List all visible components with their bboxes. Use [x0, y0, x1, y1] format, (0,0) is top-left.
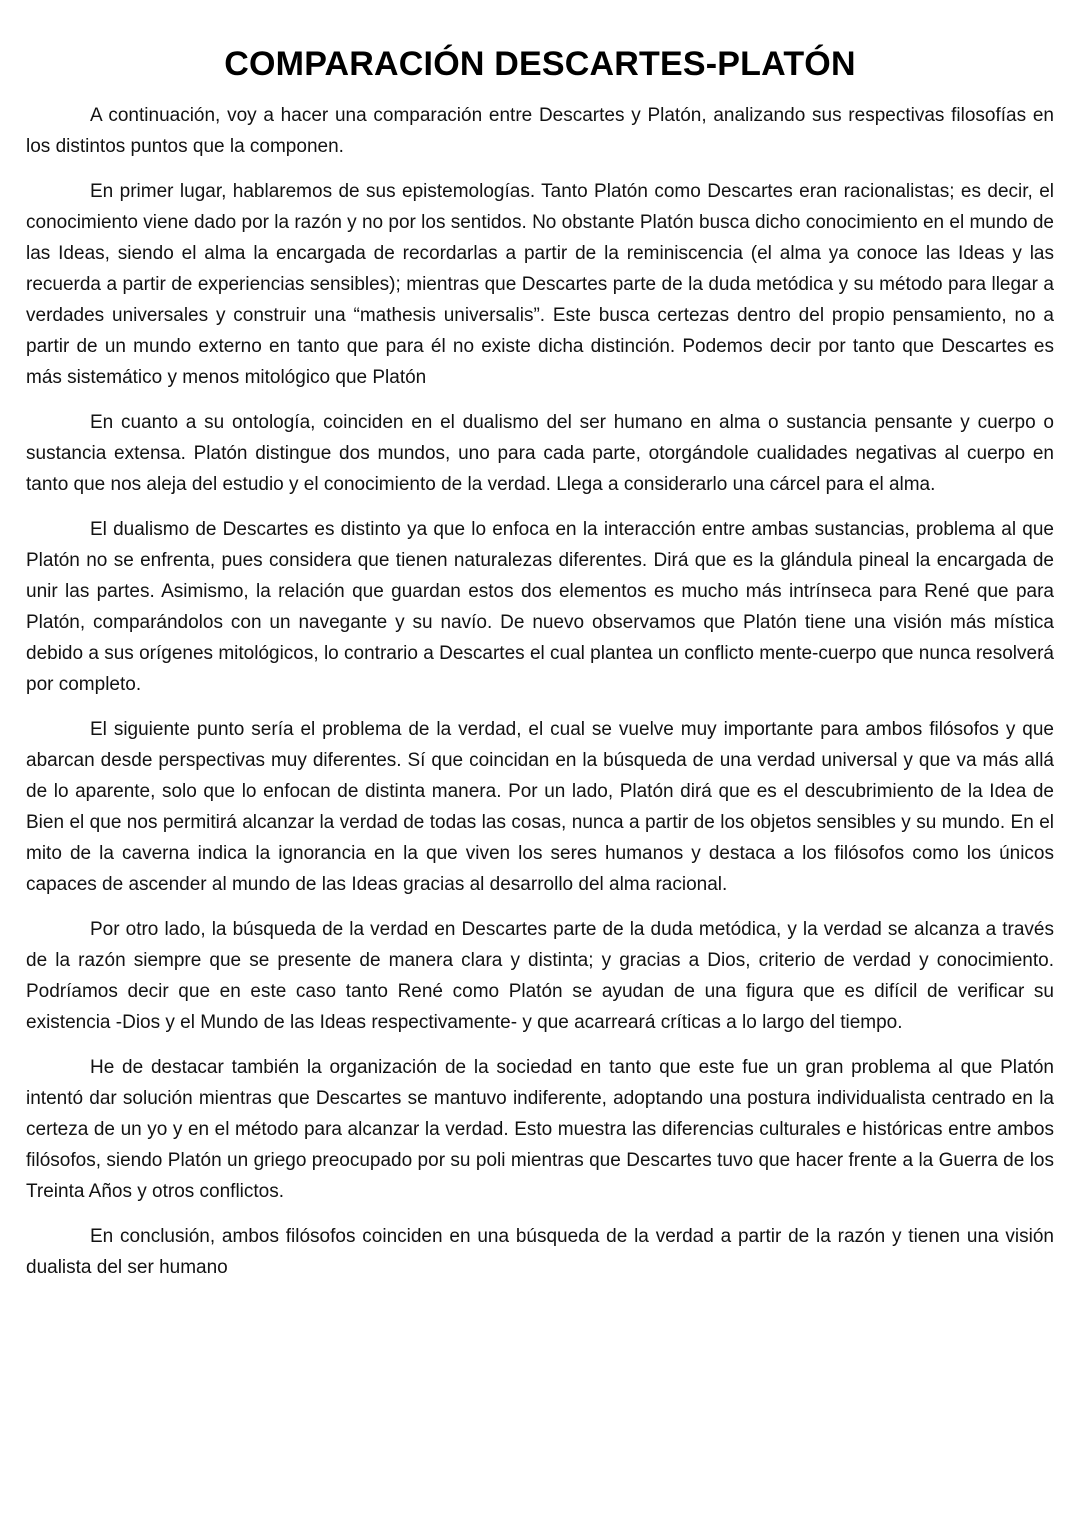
paragraph-introduction: A continuación, voy a hacer una comparación entre Descartes y Platón, analizando sus respectivas filosofías en los distintos puntos que la componen.	[26, 105, 1054, 157]
paragraph-descartes-dualism: El dualismo de Descartes es distinto ya que lo enfoca en la interacción entre ambas sustancias, problema al que Platón no se enfrenta, pues considera que tienen naturalezas diferentes. Dirá que es la glándula pineal la encargada de unir las partes. Asimismo, la relación que guardan estos dos elementos es mucho más intrínseca para René que para Platón, comparándolos con un navegante y su navío. De nuevo observamos que Platón tiene una visión más mística debido a sus orígenes mitológicos, lo contrario a Descartes el cual plantea un conflicto mente-cuerpo que nunca resolverá por completo.	[26, 519, 1054, 695]
paragraph-truth-descartes: Por otro lado, la búsqueda de la verdad en Descartes parte de la duda metódica, y la verdad se alcanza a través de la razón siempre que se presente de manera clara y distinta; y gracias a Dios, criterio de verdad y conocimiento. Podríamos decir que en este caso tanto René como Platón se ayudan de una figura que es difícil de verificar su existencia -Dios y el Mundo de las Ideas respectivamente- y que acarreará críticas a lo largo del tiempo.	[26, 919, 1054, 1033]
paragraph-conclusion: En conclusión, ambos filósofos coinciden en una búsqueda de la verdad a partir de la razón y tienen una visión dualista del ser humano	[26, 1226, 1054, 1278]
paragraph-epistemology: En primer lugar, hablaremos de sus epistemologías. Tanto Platón como Descartes eran racionalistas; es decir, el conocimiento viene dado por la razón y no por los sentidos. No obstante Platón busca dicho conocimiento en el mundo de las Ideas, siendo el alma la encargada de recordarlas a partir de la reminiscencia (el alma ya conoce las Ideas y las recuerda a partir de experiencias sensibles); mientras que Descartes parte de la duda metódica y su método para llegar a verdades universales y construir una “mathesis universalis”. Este busca certezas dentro del propio pensamiento, no a partir de un mundo externo en tanto que para él no existe dicha distinción. Podemos decir por tanto que Descartes es más sistemático y menos mitológico que Platón	[26, 181, 1054, 388]
paragraph-society: He de destacar también la organización de la sociedad en tanto que este fue un gran problema al que Platón intentó dar solución mientras que Descartes se mantuvo indiferente, adoptando una postura individualista centrado en la certeza de un yo y en el método para alcanzar la verdad. Esto muestra las diferencias culturales e históricas entre ambos filósofos, siendo Platón un griego preocupado por su poli mientras que Descartes tuvo que hacer frente a la Guerra de los Treinta Años y otros conflictos.	[26, 1057, 1054, 1202]
paragraph-truth-plato: El siguiente punto sería el problema de la verdad, el cual se vuelve muy importante para ambos filósofos y que abarcan desde perspectivas muy diferentes. Sí que coincidan en la búsqueda de una verdad universal y que va más allá de lo aparente, solo que lo enfocan de distinta manera. Por un lado, Platón dirá que es el descubrimiento de la Idea de Bien el que nos permitirá alcanzar la verdad de todas las cosas, nunca a partir de los objetos sensibles y su mundo. En el mito de la caverna indica la ignorancia en la que viven los seres humanos y destaca a los filósofos como los únicos capaces de ascender al mundo de las Ideas gracias al desarrollo del alma racional.	[26, 719, 1054, 895]
document-page	[26, 38, 1054, 1297]
paragraph-ontology: En cuanto a su ontología, coinciden en el dualismo del ser humano en alma o sustancia pensante y cuerpo o sustancia extensa. Platón distingue dos mundos, uno para cada parte, otorgándole cualidades negativas al cuerpo en tanto que nos aleja del estudio y el conocimiento de la verdad. Llega a considerarlo una cárcel para el alma.	[26, 412, 1054, 495]
document-title: COMPARACIÓN DESCARTES-PLATÓN	[224, 45, 856, 83]
